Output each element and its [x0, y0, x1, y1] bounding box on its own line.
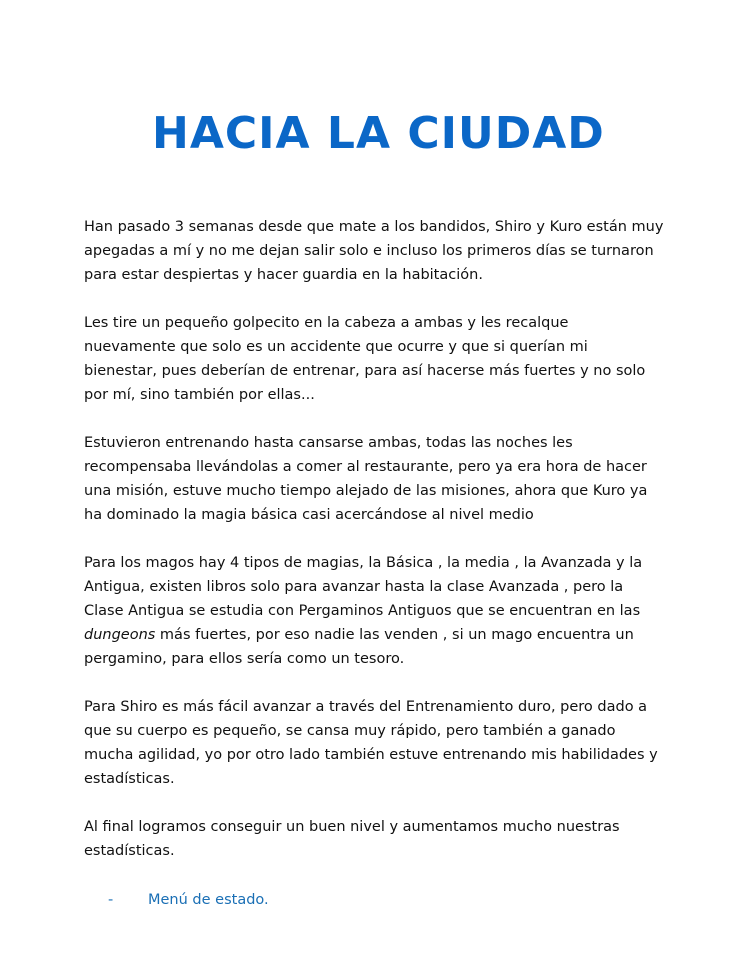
paragraph-1: Han pasado 3 semanas desde que mate a los bandidos, Shiro y Kuro están muy apegadas a mí y no me dejan salir solo e incluso los primeros días se turnaron para estar despiertas y hacer guardia en la habitación. [84, 219, 664, 283]
paragraph-2: Les tire un pequeño golpecito en la cabeza a ambas y les recalque nuevamente que solo es un accidente que ocurre y que si querían mi bienestar, pues deberían de entrenar, para así hacerse más fuertes y no solo por mí, sino también por ellas... [84, 315, 646, 403]
list-item-label: Menú de estado. [148, 892, 269, 908]
paragraph-4 [84, 551, 664, 671]
list-bullet: - [108, 892, 114, 908]
paragraph-4-italic-word: dungeons [84, 627, 156, 643]
paragraph-6: Al final logramos conseguir un buen nivel y aumentamos mucho nuestras estadísticas. [84, 819, 620, 859]
document-body [84, 215, 664, 887]
list-item [108, 888, 269, 912]
paragraph-4-text-before: Para los magos hay 4 tipos de magias, la Básica , la media , la Avanzada y la Antigua, existen libros solo para avanzar hasta la clase Avanzada , pero la Clase Antigua se estudia con Pergaminos Antiguos que se encuentran en las [84, 555, 643, 619]
paragraph-3: Estuvieron entrenando hasta cansarse ambas, todas las noches les recompensaba llevándolas a comer al restaurante, pero ya era hora de hacer una misión, estuve mucho tiempo alejado de las misiones, ahora que Kuro ya ha dominado la magia básica casi acercándose al nivel medio [84, 435, 648, 523]
chapter-title: HACIA LA CIUDAD [152, 108, 605, 159]
paragraph-4-text-after: más fuertes, por eso nadie las venden , si un mago encuentra un pergamino, para ellos sería como un tesoro. [84, 627, 634, 667]
paragraph-5: Para Shiro es más fácil avanzar a través del Entrenamiento duro, pero dado a que su cuerpo es pequeño, se cansa muy rápido, pero también a ganado mucha agilidad, yo por otro lado también estuve entrenando mis habilidades y estadísticas. [84, 699, 658, 787]
